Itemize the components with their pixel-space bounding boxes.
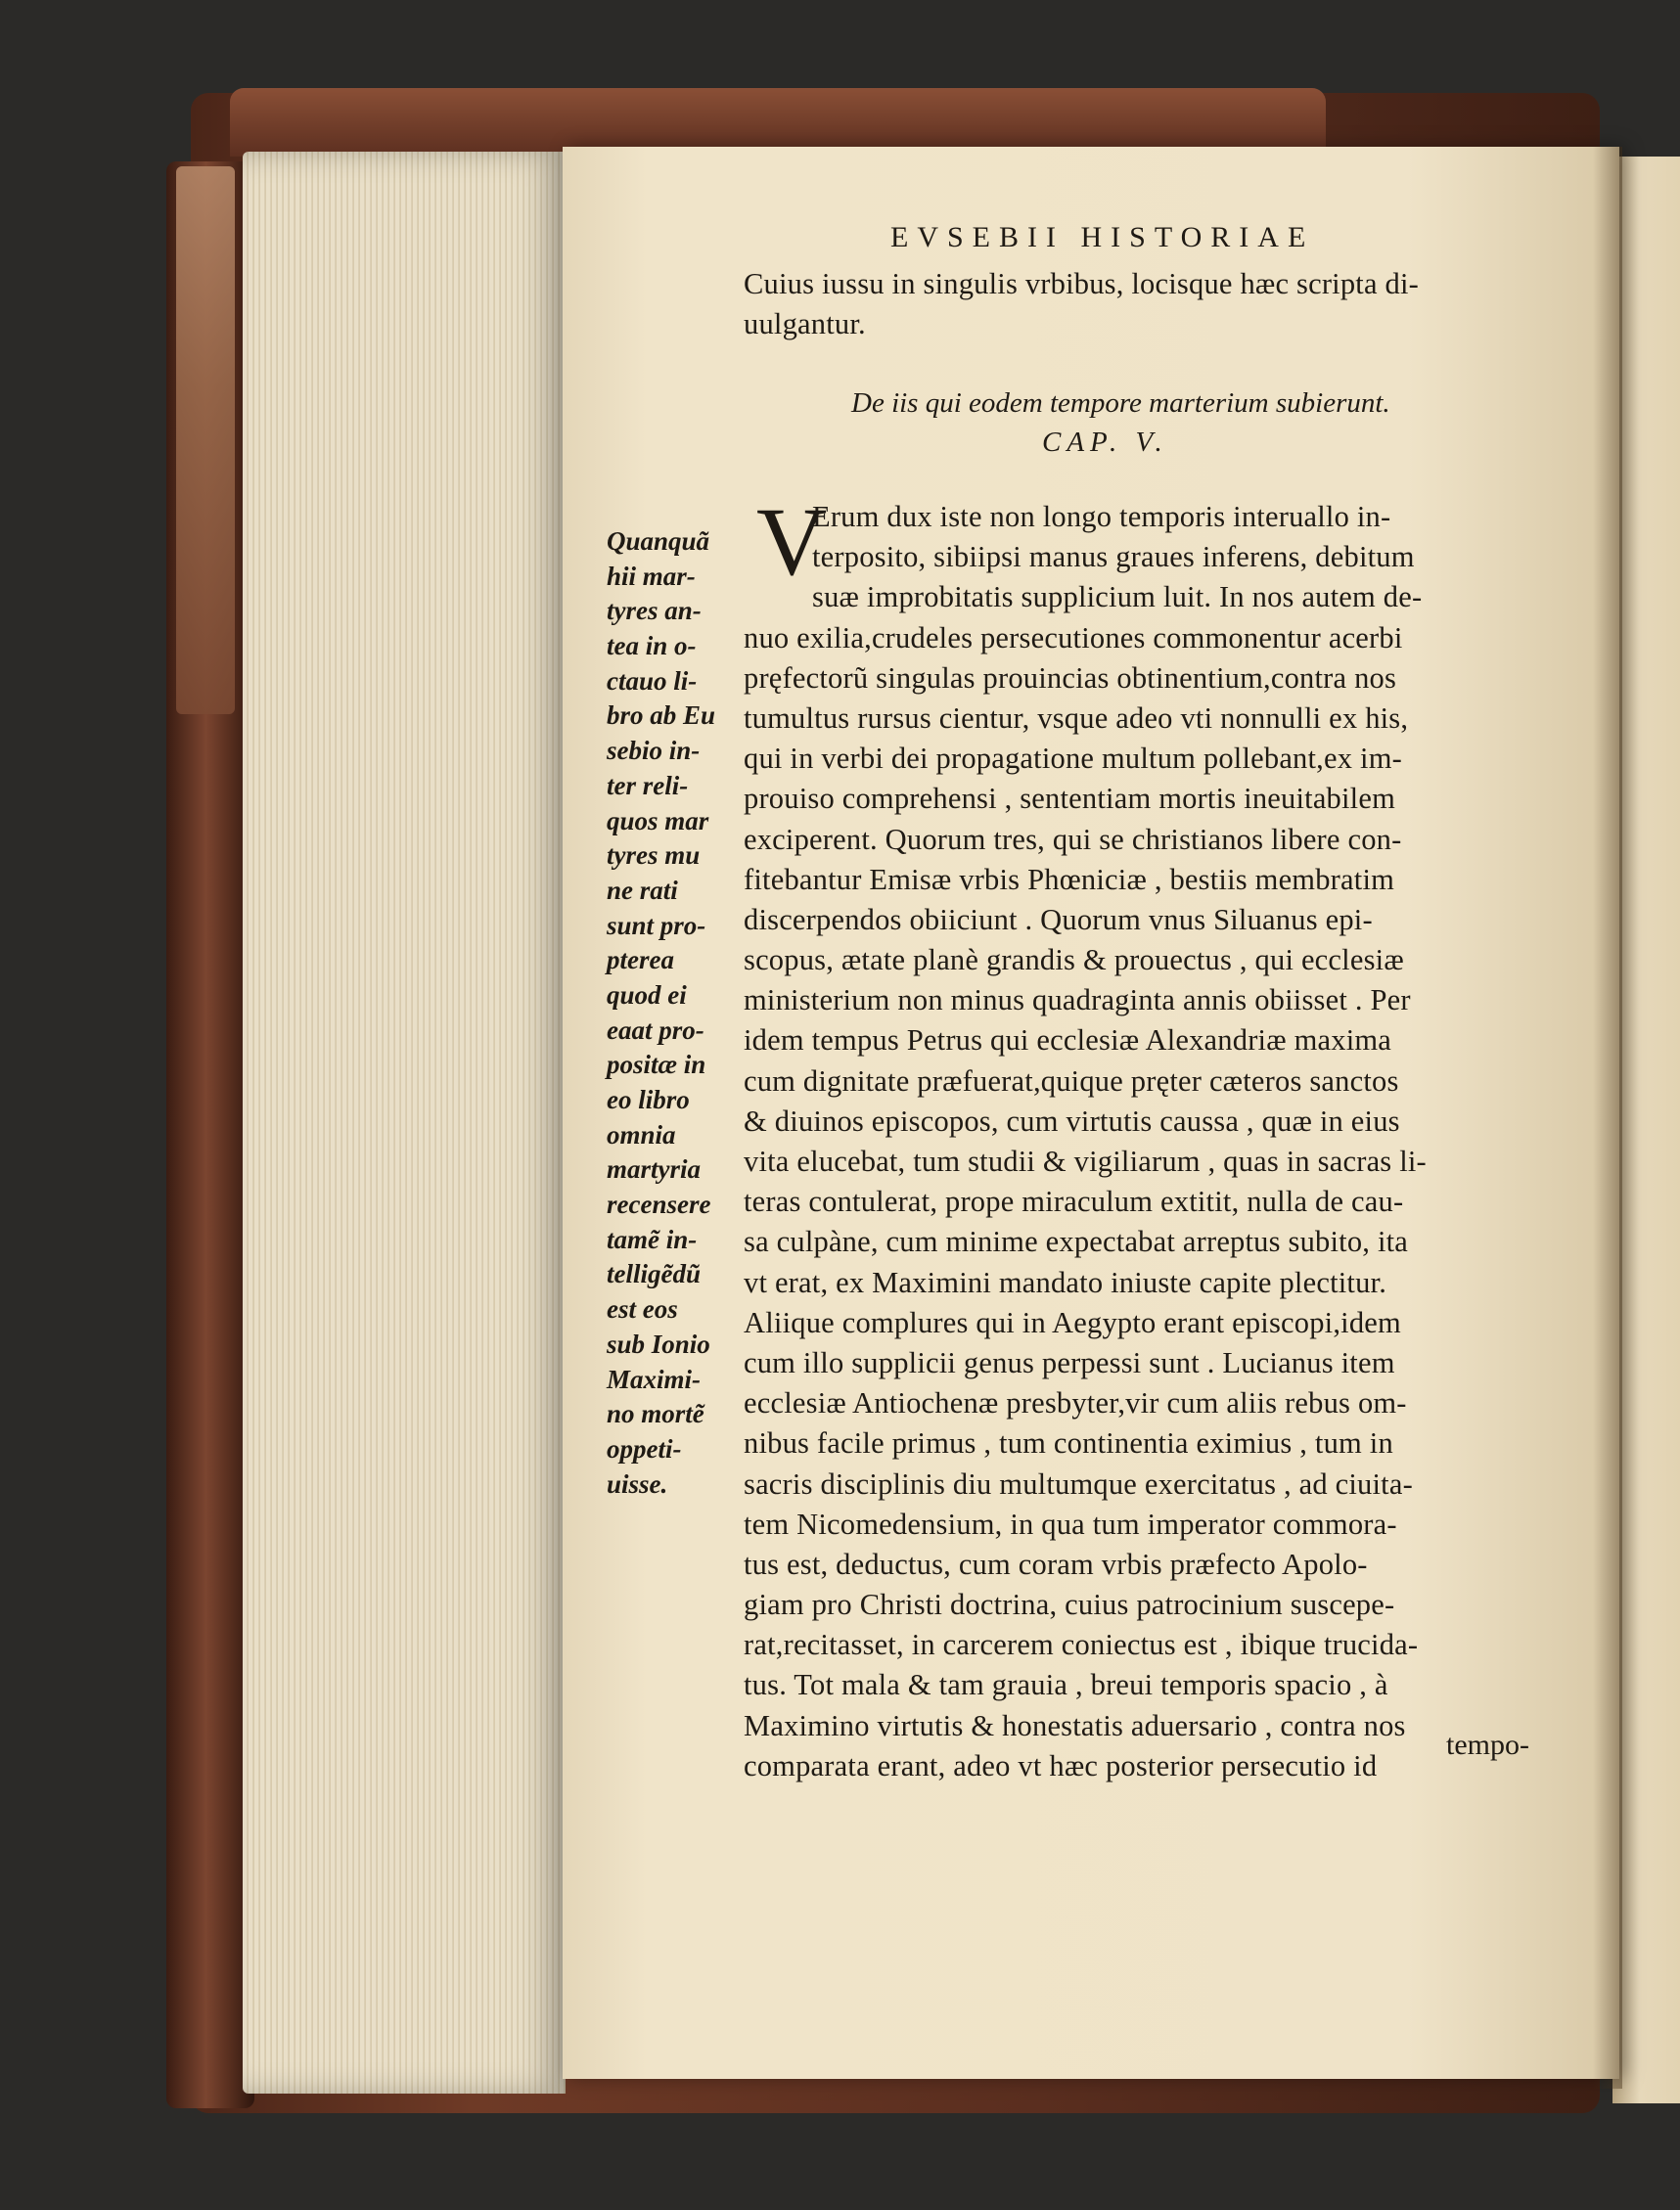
body-line: idem tempus Petrus qui ecclesiæ Alexandriæ maxima xyxy=(744,1023,1392,1058)
body-line: & diuinos episcopos, cum virtutis caussa , quæ in eius xyxy=(744,1104,1400,1138)
body-line: nuo exilia,crudeles persecutiones commonentur acerbi xyxy=(744,620,1403,654)
body-line: suæ improbitatis supplicium luit. In nos autem de- xyxy=(812,580,1423,614)
marginal-line: bro ab Eu xyxy=(607,700,716,731)
body-line: rat,recitasset, in carcerem coniectus est , ibique trucida- xyxy=(744,1628,1419,1662)
marginal-line: uisse. xyxy=(607,1468,668,1499)
body-line: comparata erant, adeo vt hæc posterior persecutio id xyxy=(744,1748,1378,1782)
body-line: tem Nicomedensium, in qua tum imperator commora- xyxy=(744,1507,1397,1541)
body-line: Erum dux iste non longo temporis interuallo in- xyxy=(812,500,1391,533)
body-line: discerpendos obiiciunt . Quorum vnus Siluanus epi- xyxy=(744,902,1373,936)
marginal-line: quod ei xyxy=(607,979,687,1010)
marginal-line: no mortẽ xyxy=(607,1399,704,1429)
body-line: tus est, deductus, cum coram vrbis præfecto Apolo- xyxy=(744,1547,1368,1581)
marginal-line: telligẽdũ xyxy=(607,1259,701,1289)
marginal-line: est eos xyxy=(607,1294,678,1325)
marginal-line: positæ in xyxy=(607,1050,706,1080)
body-line: Aliique complures qui in Aegypto erant episcopi,idem xyxy=(744,1305,1401,1339)
page-block-fore-edge xyxy=(243,152,566,2094)
marginal-line: quos mar xyxy=(607,805,709,835)
marginal-line: ctauo li- xyxy=(607,665,698,696)
drop-cap: V xyxy=(756,487,828,596)
marginal-line: martyria xyxy=(607,1154,702,1185)
body-line: cum dignitate præfuerat,quique pręter cæteros sanctos xyxy=(744,1063,1399,1098)
marginal-line: ne rati xyxy=(607,875,678,905)
body-line: tumultus rursus cientur, vsque adeo vti nonnulli ex his, xyxy=(744,700,1409,735)
marginal-line: tea in o- xyxy=(607,631,697,661)
body-line: sa culpàne, cum minime expectabat arreptus subito, ita xyxy=(744,1225,1409,1259)
marginal-line: eaat pro- xyxy=(607,1015,704,1045)
body-line: sacris disciplinis diu multumque exercitatus , ad ciuita- xyxy=(744,1466,1413,1501)
body-line: pręfectorũ singulas prouincias obtinentium,contra nos xyxy=(744,660,1397,695)
body-line: exciperent. Quorum tres, qui se christianos libere con- xyxy=(744,822,1402,856)
body-line: vt erat, ex Maximini mandato iniuste capite plectitur. xyxy=(744,1265,1387,1299)
body-line: tus. Tot mala & tam grauia , breui temporis spacio , à xyxy=(744,1668,1388,1702)
running-head: EVSEBII HISTORIAE xyxy=(890,221,1315,253)
intro-line: Cuius iussu in singulis vrbibus, locisque hæc scripta di- xyxy=(744,267,1420,300)
body-line: scopus, ætate planè grandis & prouectus , qui ecclesiæ xyxy=(744,943,1404,977)
marginal-line: tamẽ in- xyxy=(607,1224,698,1254)
body-line: cum illo supplicii genus perpessi sunt . Lucianus item xyxy=(744,1345,1395,1379)
body-line: teras contulerat, prope miraculum extitit, nulla de cau- xyxy=(744,1185,1404,1219)
spine-worn-leather xyxy=(176,166,235,714)
intro-paragraph xyxy=(744,264,1419,344)
body-line: prouiso comprehensi , sententiam mortis ineuitabilem xyxy=(744,782,1396,816)
marginal-line: omnia xyxy=(607,1119,676,1150)
marginal-line: ter reli- xyxy=(607,770,689,800)
facing-page-edge xyxy=(1612,157,1680,2103)
body-line: qui in verbi dei propagatione multum pollebant,ex im- xyxy=(744,742,1402,776)
marginal-line: oppeti- xyxy=(607,1433,682,1464)
marginal-line: sub Ionio xyxy=(607,1329,710,1359)
body-line: Maximino virtutis & honestatis aduersario , contra nos xyxy=(744,1708,1406,1742)
marginal-line: hii mar- xyxy=(607,561,696,591)
body-line: fitebantur Emisæ vrbis Phœniciæ , bestiis membratim xyxy=(744,862,1395,896)
marginal-line: sunt pro- xyxy=(607,910,706,940)
body-line: nibus facile primus , tum continentia eximius , tum in xyxy=(744,1426,1393,1461)
marginal-line: pterea xyxy=(607,945,674,975)
catchword: tempo- xyxy=(1446,1729,1529,1761)
page-gutter-shadow xyxy=(1593,147,1622,2089)
body-text xyxy=(744,487,1427,1786)
marginal-note xyxy=(607,524,715,1502)
chapter-number: CAP. V. xyxy=(1042,427,1168,458)
intro-line: uulgantur. xyxy=(744,307,866,340)
marginal-line: sebio in- xyxy=(607,736,701,766)
marginal-line: eo libro xyxy=(607,1085,690,1114)
chapter-title: De iis qui eodem tempore marterium subierunt. xyxy=(851,387,1390,419)
body-line: ecclesiæ Antiochenæ presbyter,vir cum aliis rebus om- xyxy=(744,1386,1407,1421)
marginal-line: Quanquã xyxy=(607,526,710,556)
marginal-line: tyres mu xyxy=(607,840,701,871)
marginal-line: Maximi- xyxy=(607,1364,702,1394)
marginal-line: recensere xyxy=(607,1190,711,1220)
body-line: ministerium non minus quadraginta annis obiisset . Per xyxy=(744,983,1411,1017)
body-line: giam pro Christi doctrina, cuius patrocinium suscepe- xyxy=(744,1588,1395,1622)
body-line: terposito, sibiipsi manus graues inferens, debitum xyxy=(812,540,1415,574)
body-line: vita elucebat, tum studii & vigiliarum , quas in sacras li- xyxy=(744,1145,1427,1178)
marginal-line: tyres an- xyxy=(607,596,702,626)
